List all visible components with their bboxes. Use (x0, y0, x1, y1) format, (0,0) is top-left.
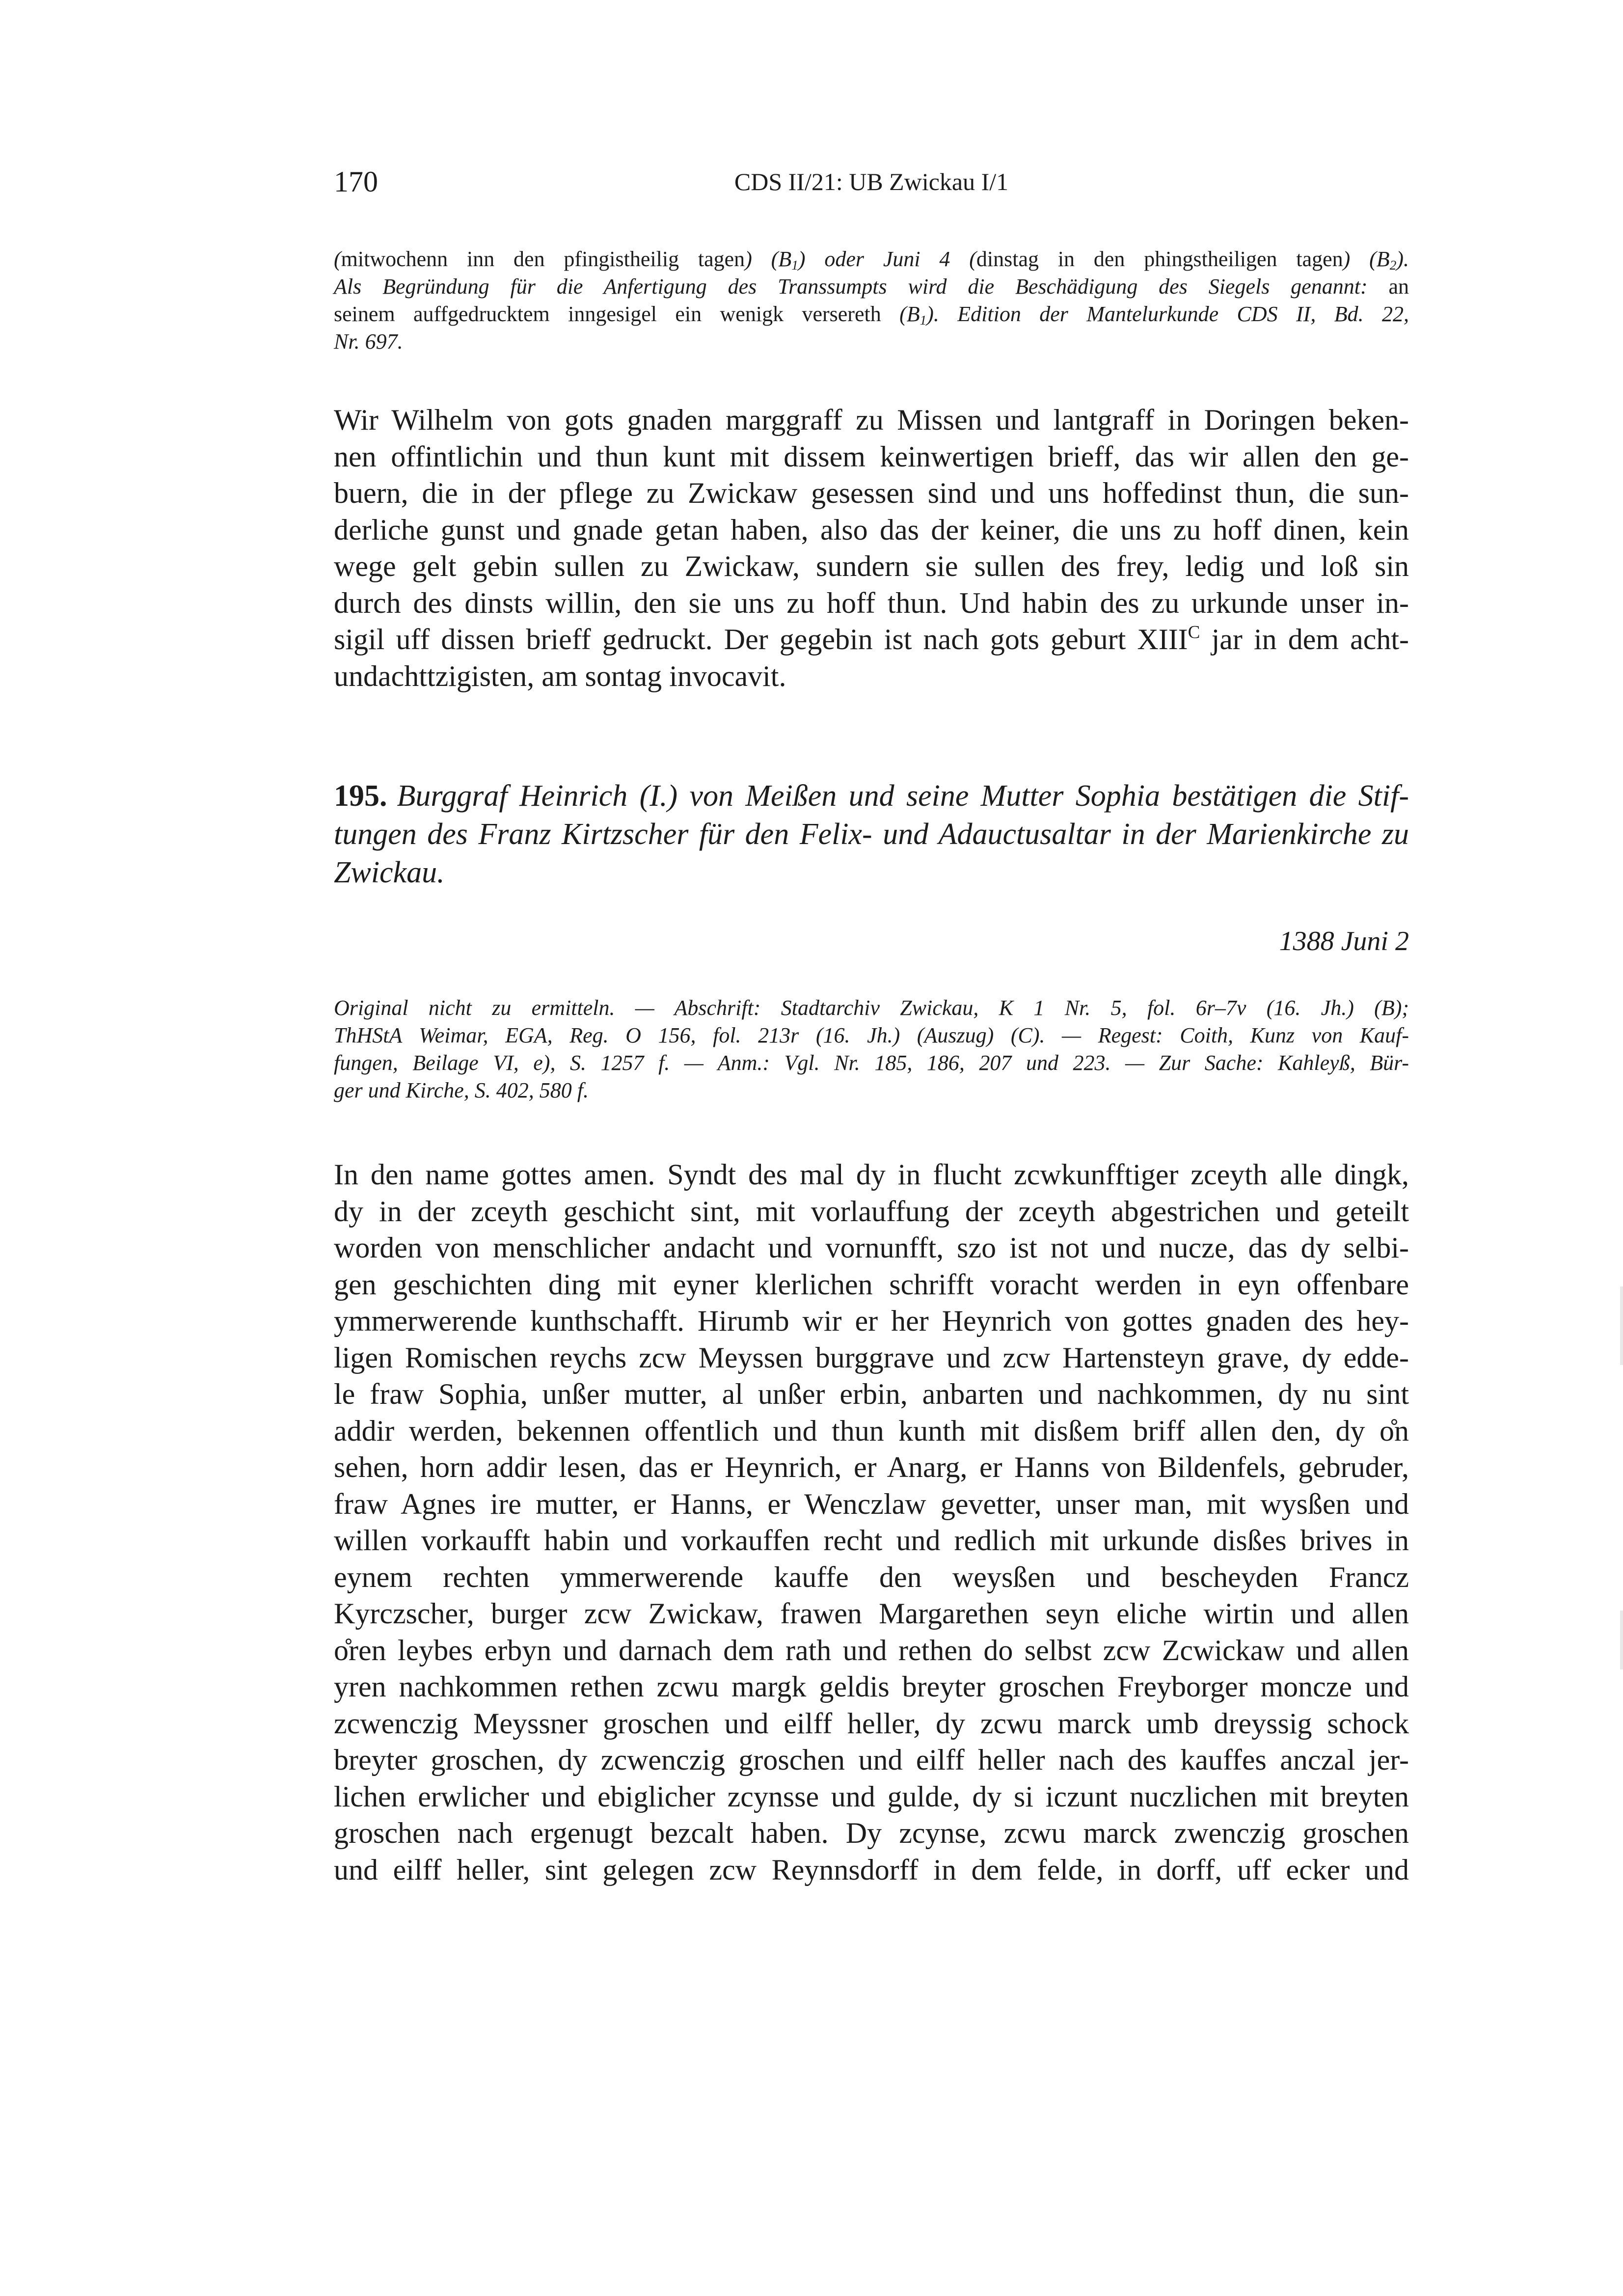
text-line: sehen, horn addir lesen, das er Heynrich, er Anarg, er Hanns von Bildenfels, gebruder, (334, 1451, 1409, 1483)
text-line: gen geschichten ding mit eyner klerlichen schrifft voracht werden in eyn offenbare (334, 1268, 1409, 1301)
note-line: ThHStA Weimar, EGA, Reg. O 156, fol. 213r (16. Jh.) (Auszug) (C). — Regest: Coith, Kunz von Kauf- (334, 1023, 1409, 1047)
text-line: dy in der zceyth geschicht sint, mit vorlauffung der zceyth abgestrichen und geteilt (334, 1195, 1409, 1228)
text-line: breyter groschen, dy zcwenczig groschen und eilff heller nach des kauffes anczal jer- (334, 1744, 1409, 1776)
page-number: 170 (334, 165, 378, 198)
text-line: wege gelt gebin sullen zu Zwickaw, sundern sie sullen des frey, ledig und loß sin (334, 550, 1409, 582)
heading-line: tungen des Franz Kirtzscher für den Felix- und Adauctusaltar in der Marienkirche zu (334, 818, 1409, 851)
running-head (334, 162, 1409, 201)
text-line: buern, die in der pflege zu Zwickaw gesessen sind und uns hoffedinst thun, die sun- (334, 477, 1409, 509)
editorial-note-195 (334, 994, 1409, 1104)
text-line: Kyrczscher, burger zcw Zwickaw, frawen Margarethen seyn eliche wirtin und allen (334, 1597, 1409, 1630)
text-line: durch des dinsts willin, den sie uns zu hoff thun. Und habin des zu urkunde unser in- (334, 586, 1409, 619)
text-line: yren nachkommen rethen zcwu margk geldis breyter groschen Freyborger moncze und (334, 1670, 1409, 1703)
text-line: worden von menschlicher andacht und vornunfft, szo ist not und nucze, das dy selbi- (334, 1231, 1409, 1264)
text-line: undachttzigisten, am sontag invocavit. (334, 659, 786, 692)
text-line: zcwenczig Meyssner groschen und eilff heller, dy zcwu marck umb dreyssig schock (334, 1707, 1409, 1740)
text-line: In den name gottes amen. Syndt des mal dy in flucht zcwkunfftiger zceyth alle dingk, (334, 1158, 1409, 1191)
note-line: seinem auffgedrucktem inngesigel ein wenigk versereth $(B_1)$. Edition der Mantelurkunde CDS II, Bd. 22, (334, 302, 1409, 328)
scan-edge-mark (1620, 1611, 1623, 1669)
scan-edge-mark (1620, 1286, 1623, 1365)
text-line: und eilff heller, sint gelegen zcw Reynnsdorff in dem felde, in dorff, uff ecker und (334, 1853, 1409, 1886)
note-line: Als Begründung für die Anfertigung des Transsumpts wird die Beschädigung des Siegels genannt: an (334, 274, 1409, 299)
text-line: willen vorkaufft habin und vorkauffen recht und redlich mit urkunde disßes brives in (334, 1524, 1409, 1557)
document-heading-195 (334, 777, 1409, 892)
note-line: (mitwochenn inn den pfingistheilig tagen) $(B_1)$ oder Juni 4 (dinstag in den phingstheiligen tagen) $(B_2)$. (334, 247, 1409, 273)
heading-line: 195. Burggraf Heinrich (I.) von Meißen und seine Mutter Sophia bestätigen die Stif- (334, 779, 1409, 813)
note-line: Nr. 697. (334, 329, 403, 354)
heading-line: Zwickau. (334, 856, 445, 889)
document-number: 195. (334, 779, 387, 813)
text-line: ligen Romischen reychs zcw Meyssen burggrave und zcw Hartensteyn grave, dy edde- (334, 1341, 1409, 1374)
text-line: groschen nach ergenugt bezcalt haben. Dy zcynse, zcwu marck zwenczig groschen (334, 1817, 1409, 1849)
text-line: eynem rechten ymmerwerende kauffe den weysßen und bescheyden Francz (334, 1560, 1409, 1593)
text-line: Wir Wilhelm von gots gnaden marggraff zu Missen und lantgraff in Doringen beken- (334, 404, 1409, 436)
document-date: 1388 Juni 2 (1279, 926, 1409, 957)
text-line: le fraw Sophia, unßer mutter, al unßer erbin, anbarten und nachkommen, dy nu sint (334, 1378, 1409, 1410)
text-line: derliche gunst und gnade getan haben, also das der keiner, die uns zu hoff dinen, kein (334, 513, 1409, 546)
note-line: fungen, Beilage VI, e), S. 1257 f. — Anm.: Vgl. Nr. 185, 186, 207 und 223. — Zur Sache: Kahleyß, Bür- (334, 1051, 1409, 1075)
text-line: fraw Agnes ire mutter, er Hanns, er Wenczlaw gevetter, unser man, mit wysßen und (334, 1487, 1409, 1520)
text-line: nen offintlichin und thun kunt mit dissem keinwertigen brieff, das wir allen den ge- (334, 440, 1409, 473)
text-line: o̊ren leybes erbyn und darnach dem rath und rethen do selbst zcw Zcwickaw und allen (334, 1634, 1409, 1667)
editorial-note-194 (334, 246, 1409, 355)
text-line: sigil uff dissen brieff gedruckt. Der gegebin ist nach gots geburt $XIII^C$ jar in dem acht- (334, 622, 1409, 656)
document-text-194 (334, 402, 1409, 694)
running-title: CDS II/21: UB Zwickau I/1 (734, 168, 1009, 195)
text-line: ymmerwerende kunthschafft. Hirumb wir er her Heynrich von gottes gnaden des hey- (334, 1305, 1409, 1337)
note-line: Original nicht zu ermitteln. — Abschrift: Stadtarchiv Zwickau, K 1 Nr. 5, fol. 6r–7v (16. Jh.) (B); (334, 996, 1409, 1020)
document-text-195 (334, 1156, 1409, 1888)
text-line: lichen erwlicher und ebiglicher zcynsse und gulde, dy si iczunt nuczlichen mit breyten (334, 1780, 1409, 1813)
note-line: ger und Kirche, S. 402, 580 f. (334, 1078, 589, 1102)
text-line: addir werden, bekennen offentlich und thun kunth mit disßem briff allen den, dy o̊n (334, 1414, 1409, 1447)
